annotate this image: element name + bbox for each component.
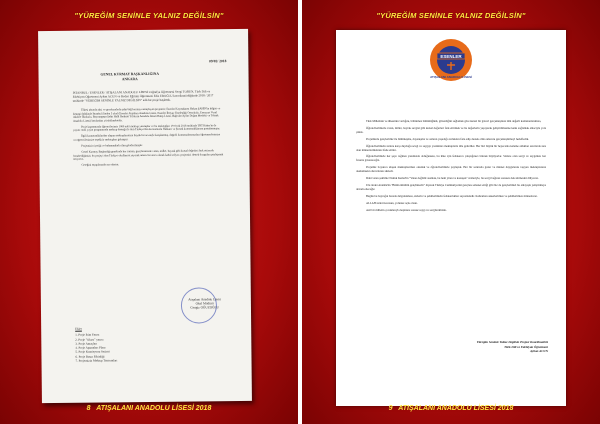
letter-paragraph: Gereğini saygılarımla arz ederim. xyxy=(81,163,120,167)
right-page-motto: "YÜREĞİM SENİNLE YALNIZ DEĞİLSİN" xyxy=(376,11,526,20)
footer-text: ATIŞALANI ANADOLU LİSESİ 2018 xyxy=(96,405,212,412)
letter-paragraph: Bugün bu bayrağın burada dalgalanması, sizlerin ve şehitlerimizin fedakarlıkları sayesindedir. Kahraman askerlerimize ve şehitlerimize minnettarız. xyxy=(366,193,538,198)
letter-paragraph: Türk Milletinin ve ülkesinin varlığını, bölünmez bütünlüğünü, güvenliğini sağlamak göre kutsal bir görevi gerçekleştiren tüm değerli komutanlarımıza, xyxy=(366,119,542,123)
signature-title: Okul Müdürü xyxy=(195,301,214,306)
logo-top-text: ESENLER xyxy=(440,53,462,59)
signature-person: Ayhan ACUN xyxy=(530,349,548,354)
enclosure-list xyxy=(75,326,117,363)
left-page-footer xyxy=(0,405,298,412)
letter-paragraph: Öğrencilerimizin sizlere karşı duyduğu sevgi ve saygıyı yazdıkları mektuplarla dile getirdiler. Her biri büyük bir heyecanla kaleme aldıkları satırlarda size olan minnettarlıklarını ifade ettiler. xyxy=(356,143,546,152)
enclosure-item: 3. Proje Amaçları xyxy=(75,341,98,346)
letter-recipient xyxy=(100,72,159,83)
letter-paragraph: Ülkesi abunda aksi ve gecekonduda şehit bağ kurmayı amaçlayan projemiz; Esenler Kaymakamı Hakan ŞAHİN'in bilgisi ve destegi dahilinde İstanbul ilinden 5 okul (Esenler Atışalanı Anadolu Lisesi, Esenler İhtiyaç Kardeşliği Ortaokulu, Esenyurt Vural Akdere İlkokulu, Bayrampaşa Şehit Halil Ibrahim Yıldırım Anadolu İmam Hatip Lisesi, Bağcılar Aydın Doğan Mesleki ve Teknik Anadolu Lisesi) katılımları yürütülmektedir. xyxy=(72,107,221,123)
signature-person: Cengiz OĞUZOĞLU xyxy=(190,305,219,310)
letter-paragraph: Asil bir milletin çocuklarıyla hepinize sonsuz saygı ve sevgilerimizle. xyxy=(366,207,447,212)
letter-paragraph: Dahi vatan şairimiz Namık Kemal'in "Vatan değildir susmak, bu hem yiten ve konuşan" sözleriyle, bu sevgi bağının sonsuza dek sürmesini diliyoruz. xyxy=(366,176,539,181)
right-page xyxy=(302,0,600,424)
footer-text: ATIŞALANI ANADOLU LİSESİ 2018 xyxy=(398,405,514,412)
left-page xyxy=(0,0,298,424)
letter-paragraph: Projemizin içeriği ve bahanmalarla ilim gönderilmiştir. xyxy=(81,143,143,148)
enclosure-item: 6. Proje Basın Etkinliği xyxy=(75,354,105,359)
letter-paragraph: Projemizde gençlerimiz ile bütünleşme, dayanışma ve onların yaşadığı zorlukları fark edip destek olma amacını gerçekleştirmeyi hedefledik. xyxy=(366,136,529,141)
enclosure-item: 5. Proje Komisyonu Seçimi xyxy=(75,349,110,355)
letter-signature xyxy=(188,297,221,310)
signature-title: Türk Dili ve Edebiyatı Öğretmeni xyxy=(504,344,548,349)
recipient-line-2: ANKARA xyxy=(121,77,138,82)
letter-subject: İSTANBUL / ESENLER / ATIŞALANI ANADOLU LİSESİ Coğrafya Öğretmeni Sevgi TORUN, Türk Dili ve Edebiyatı Öğretmeni Ayhan ACUN ve Beden Eğitimi Öğretmeni Edis EROĞLU koordinatörlüğünde 2018 / 2017 tarihinde "YÜREĞİM SENİNLE YALNIZ DEĞİLSİN" adlı bir proje başlattık. xyxy=(72,89,214,103)
letter-paragraph: Öğrencilerimizde vatan, millet, bayrak sevgisi gibi kutsal değerleri fark ettirmek ve bu değerlerin yaşayarak geliştirilmesine katkı sağlamak amacıyla yola çıktık. xyxy=(356,125,546,134)
letter-body xyxy=(73,107,224,170)
enclosure-item: 7. Projemizin Mektup Tasarımları xyxy=(75,358,118,363)
letter-paragraph: Genel Kurmay Başkanlığı genelinde her zaman, gençlerimizde vatan, millet, bayrak gibi kutsal değerleri fark ettirecek beraberliğimizi; bu projeyi tüm Türkiye okullarına yayarak amacı bir aracı olarak kabul ediyor, projemizi destek duyguları paylaşmak istiyoruz. xyxy=(73,149,224,161)
letter-body xyxy=(356,120,546,216)
letter-signature xyxy=(428,340,548,354)
signature-role: Yüreğim Seninle Yalnız Değilsin Projesi Koordinatörü xyxy=(476,340,548,344)
signature-school: Atışalanı Anadolu Lisesi xyxy=(188,297,221,302)
school-logo-icon xyxy=(429,38,473,82)
right-page-footer xyxy=(302,405,600,412)
enclosure-heading: Ekler xyxy=(75,326,82,331)
letter-paragraph: Projemiz boyunca ulaşan mektuplarımızı okuduk ve öğrencilerimizle paylaştık. Her bir satırında gurur ve minnet duygularını taşıyan mektuplarınız okulumuzun duvarlarını süsledi. xyxy=(356,165,546,174)
enclosure-item: 1. Proje İsim Yazısı xyxy=(75,332,100,338)
logo-ring-text: ATIŞALANI ANADOLU LİSESİ xyxy=(430,75,472,79)
left-page-motto: "YÜREĞİM SENİNLE YALNIZ DEĞİLSİN" xyxy=(74,11,224,20)
thank-you-letter xyxy=(336,30,566,406)
letter-paragraph: Ulu önder Atatürk'ün "Bütün ümidim gençliktedir" diyerek Türkiye Cumhuriyetini gençlere emanet ettiği gibi biz de gençlerimizi bu anlayışla yetiştirmeye devam edeceğiz. xyxy=(356,182,546,191)
recipient-line-1: GENEL KURMAY BAŞKANLIĞINA xyxy=(100,71,159,77)
letter-paragraph: Proje kapsamında öğrencilerimiz 1060 adet mektup yazmışlar ve bu mektupları 19 Ocak 2018 tarihinde TRT Haber'in de yayını canlı yayın programında mektup desteği ile tüm Türkiye'den kursumuzla Hakkari ve Şırnak komutanlıklarına postalanmıştır. xyxy=(73,124,221,133)
letter-paragraph: İlgili komutanlıklardan ulaşan mektuplarımıza büyük bir sevinçle karşılanmış, değerli komutanlarımızdan öğretmenlerimize ve öğrencilerimize teşekkür mektupları gelmiştir. xyxy=(73,133,221,142)
letter-paragraph: Öğrencilerimizle her şeye rağmen yanımızda olduğunuzu, bu ülke için fedakarca çalıştığınızı bilerek büyüyorlar. Sizlere olan sevgi ve saygımızı her fırsatta göstereceğiz. xyxy=(356,154,546,163)
letter-paragraph: ALLAH sizleri korusun, yolunuz açık olsun. xyxy=(366,200,418,205)
page-number: 8 xyxy=(86,405,91,412)
enclosure-item: 2. Proje "Oluru" yazısı xyxy=(75,337,104,342)
official-letter-photo xyxy=(38,29,252,403)
page-number: 9 xyxy=(388,405,393,412)
enclosure-item: 4. Proje Aşamaları Planı xyxy=(75,345,106,350)
letter-date: 09/02/ 2018 xyxy=(209,59,227,64)
